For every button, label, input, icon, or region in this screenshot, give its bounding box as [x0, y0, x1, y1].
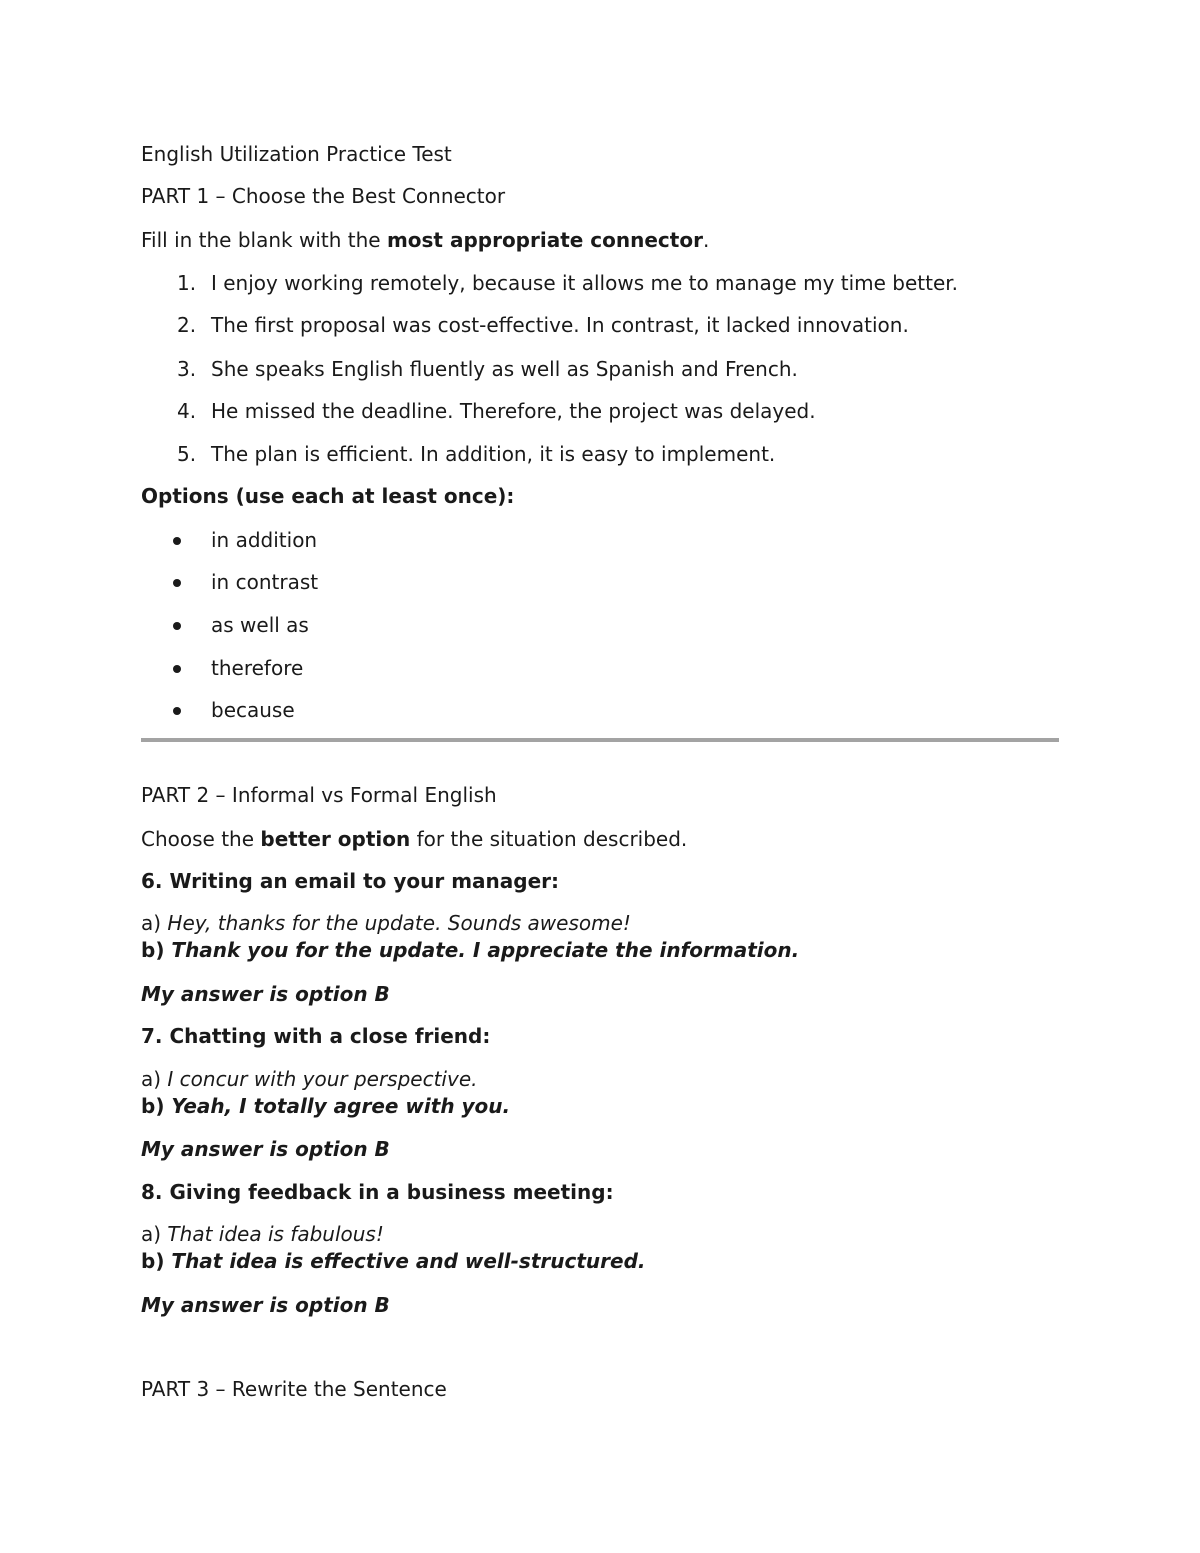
- numbered-item: [141, 398, 1061, 424]
- bullet-icon: [173, 665, 181, 673]
- question-prompt: 6. Writing an email to your manager:: [141, 869, 560, 893]
- option-list-item: [141, 697, 1061, 723]
- answer-text: My answer is option B: [141, 1293, 390, 1317]
- option-list-item: [141, 655, 1061, 681]
- numbered-item: [141, 356, 1061, 382]
- part3-heading: PART 3 – Rewrite the Sentence: [141, 1377, 447, 1401]
- document-title: English Utilization Practice Test: [141, 142, 452, 166]
- bullet-icon: [173, 537, 181, 545]
- option-a-label: a): [141, 1067, 168, 1091]
- option-b-text: Yeah, I totally agree with you.: [171, 1094, 511, 1118]
- option-a-label: a): [141, 1222, 168, 1246]
- part2-instruction-post: for the situation described.: [410, 827, 688, 851]
- bullet-icon: [173, 622, 181, 630]
- option-list-item: [141, 527, 1061, 553]
- item-text: I enjoy working remotely, because it allows me to manage my time better.: [211, 271, 959, 295]
- option-text: therefore: [211, 656, 304, 680]
- option-list-item: [141, 569, 1061, 595]
- option-a-text: That idea is fabulous!: [167, 1222, 384, 1246]
- option-a-text: I concur with your perspective.: [167, 1067, 478, 1091]
- bullet-icon: [173, 579, 181, 587]
- option-a: [141, 1066, 478, 1092]
- bullet-icon: [173, 707, 181, 715]
- part1-instruction-bold: most appropriate connector: [386, 228, 703, 252]
- part2-heading: PART 2 – Informal vs Formal English: [141, 783, 497, 807]
- option-a: [141, 1221, 384, 1247]
- option-a-text: Hey, thanks for the update. Sounds awesome!: [167, 911, 631, 935]
- part1-heading: PART 1 – Choose the Best Connector: [141, 184, 506, 208]
- item-number: 3.: [177, 357, 197, 381]
- part1-instruction-pre: Fill in the blank with the: [141, 228, 387, 252]
- option-b-label: b): [141, 1094, 172, 1118]
- numbered-item: [141, 441, 1061, 467]
- option-a-label: a): [141, 911, 168, 935]
- item-number: 4.: [177, 399, 197, 423]
- item-number: 2.: [177, 313, 197, 337]
- numbered-item: [141, 312, 1061, 338]
- option-b: [141, 1248, 645, 1274]
- part2-instruction-pre: Choose the: [141, 827, 261, 851]
- option-b-text: Thank you for the update. I appreciate the information.: [171, 938, 800, 962]
- option-text: because: [211, 698, 295, 722]
- option-text: in addition: [211, 528, 318, 552]
- option-b-label: b): [141, 1249, 172, 1273]
- horizontal-divider: [141, 738, 1059, 742]
- option-b: [141, 1093, 510, 1119]
- question-prompt: 8. Giving feedback in a business meeting:: [141, 1180, 614, 1204]
- item-text: She speaks English fluently as well as Spanish and French.: [211, 357, 798, 381]
- option-b-label: b): [141, 938, 172, 962]
- question-prompt: 7. Chatting with a close friend:: [141, 1024, 491, 1048]
- option-a: [141, 910, 631, 936]
- option-text: in contrast: [211, 570, 319, 594]
- part1-instruction: [141, 227, 709, 253]
- item-number: 5.: [177, 442, 197, 466]
- answer-text: My answer is option B: [141, 982, 390, 1006]
- part2-instruction-bold: better option: [260, 827, 411, 851]
- item-number: 1.: [177, 271, 197, 295]
- item-text: He missed the deadline. Therefore, the project was delayed.: [211, 399, 816, 423]
- option-text: as well as: [211, 613, 309, 637]
- option-b: [141, 937, 799, 963]
- part2-instruction: [141, 826, 687, 852]
- option-b-text: That idea is effective and well-structured.: [171, 1249, 646, 1273]
- part1-instruction-post: .: [702, 228, 710, 252]
- option-list-item: [141, 612, 1061, 638]
- item-text: The plan is efficient. In addition, it is easy to implement.: [211, 442, 776, 466]
- item-text: The first proposal was cost-effective. In contrast, it lacked innovation.: [211, 313, 909, 337]
- numbered-item: [141, 270, 1061, 296]
- options-heading: Options (use each at least once):: [141, 484, 515, 508]
- answer-text: My answer is option B: [141, 1137, 390, 1161]
